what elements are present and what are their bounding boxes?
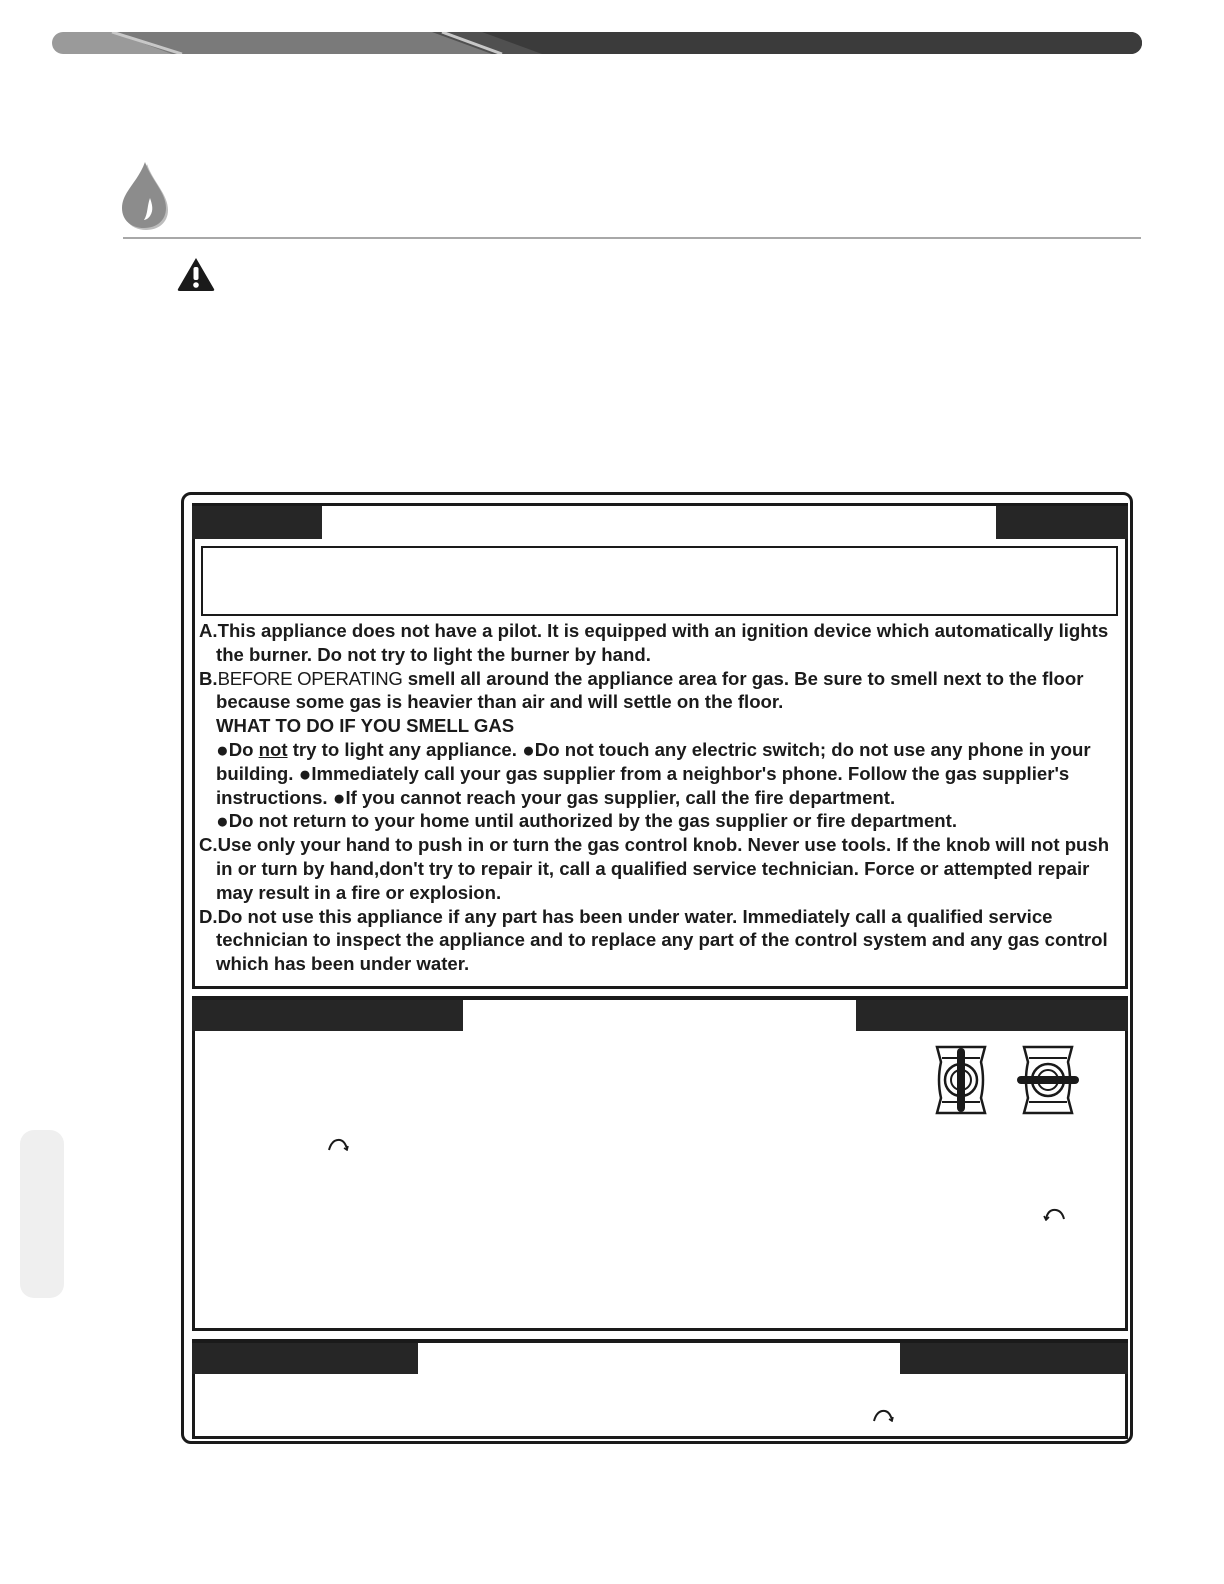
safety-header-band-top	[192, 503, 1128, 506]
instruction-a: A.This appliance does not have a pilot. It is equipped with an ignition device which automatically lights the burner. Do not try to light the burner by hand.	[199, 620, 1109, 665]
operating-header-band-right	[856, 996, 1128, 1031]
operating-header-band-left	[192, 996, 463, 1031]
counterclockwise-arrow-icon	[1043, 1207, 1067, 1221]
bullet-glyph: ●	[216, 810, 229, 834]
smell-gas-steps: ●Do not try to light any appliance. ●Do not touch any electric switch; do not use any phone in your building. ●Immediately call your gas supplier from a neighbor's phone. Follow the gas supplier's instructions. ●If you cannot reach your gas supplier, call the fire department.	[216, 738, 1091, 810]
safety-header-band-right	[996, 503, 1128, 539]
counterclockwise-arrow-icon	[871, 1408, 895, 1422]
gas-knob-off-icon	[1016, 1044, 1080, 1116]
warning-triangle-icon	[176, 256, 216, 292]
bullet-glyph: ●	[522, 738, 535, 762]
flame-icon	[118, 160, 170, 230]
smell-gas-step-final: ●Do not return to your home until authorized by the gas supplier or fire department.	[216, 810, 957, 834]
before-operating-lead: BEFORE OPERATING	[217, 667, 403, 689]
shutdown-header-band-top	[192, 1339, 1128, 1343]
safety-header-band-left	[192, 503, 322, 539]
operating-header-band-top	[192, 996, 1128, 1000]
section-divider	[123, 237, 1141, 239]
header-bar	[52, 32, 1142, 54]
shutdown-header-band-left	[192, 1339, 418, 1374]
bullet-glyph: ●	[298, 762, 312, 786]
smell-gas-heading: WHAT TO DO IF YOU SMELL GAS	[216, 715, 515, 737]
gas-knob-on-icon	[933, 1044, 989, 1116]
shutdown-header-band-right	[900, 1339, 1128, 1374]
warning-message-box	[201, 546, 1118, 616]
bullet-glyph: ●	[332, 786, 346, 810]
instruction-c: C.Use only your hand to push in or turn the gas control knob. Never use tools. If the knob will not push in or turn by hand,don't try to repair it, call a qualified service technician. Force or attempted repair may result in a fire or explosion.	[199, 834, 1110, 903]
instruction-b: B.BEFORE OPERATING smell all around the appliance area for gas. Be sure to smell next to the floor because some gas is heavier than air and will settle on the floor. WHAT TO DO IF YOU SMELL GAS ●Do not try to light any appliance. ●Do not touch any electric switch; do not use any phone in your building. ●Immediately call your gas supplier from a neighbor's phone. Follow the gas supplier's instructions. ●If you cannot reach your gas supplier, call the fire department. ●Do not return to your home until authorized by the gas supplier or fire department.	[199, 667, 1119, 834]
side-tab[interactable]	[20, 1130, 64, 1298]
bullet-glyph: ●	[216, 738, 229, 762]
safety-instructions	[199, 619, 1119, 976]
instruction-d: D.Do not use this appliance if any part has been under water. Immediately call a qualified service technician to inspect the appliance and to replace any part of the control system and any gas control which has been under water.	[199, 905, 1108, 975]
counterclockwise-arrow-icon	[326, 1137, 350, 1151]
